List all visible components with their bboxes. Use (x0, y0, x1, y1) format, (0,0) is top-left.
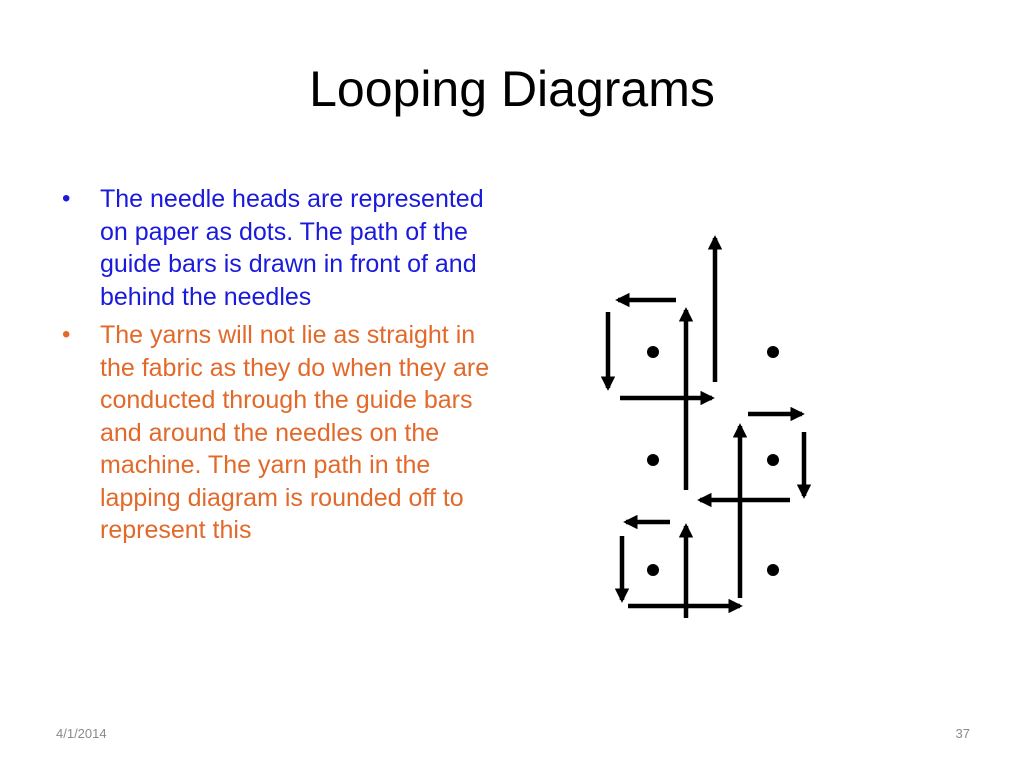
bullet-list (56, 183, 496, 553)
lapping-diagram (590, 228, 830, 628)
bullet-text: The yarns will not lie as straight in the fabric as they do when they are conducted through the guide bars and around the needles on the machine. The yarn path in the lapping diagram is rounded off to represent this (100, 321, 490, 544)
needle-dot (767, 454, 779, 466)
bullet-marker: • (62, 321, 71, 348)
bullet-text: The needle heads are represented on paper as dots. The path of the guide bars is drawn in front of and behind the needles (100, 185, 484, 311)
needle-dot (647, 346, 659, 358)
needle-dot (767, 346, 779, 358)
bullet-marker: • (62, 185, 71, 212)
needle-dot (647, 564, 659, 576)
footer-date: 4/1/2014 (56, 726, 107, 741)
needle-dot (647, 454, 659, 466)
bullet-item-needle-heads (56, 183, 496, 313)
footer-page-number: 37 (955, 726, 970, 741)
bullet-item-yarns (56, 319, 496, 547)
needle-dot (767, 564, 779, 576)
slide-title: Looping Diagrams (309, 61, 715, 117)
